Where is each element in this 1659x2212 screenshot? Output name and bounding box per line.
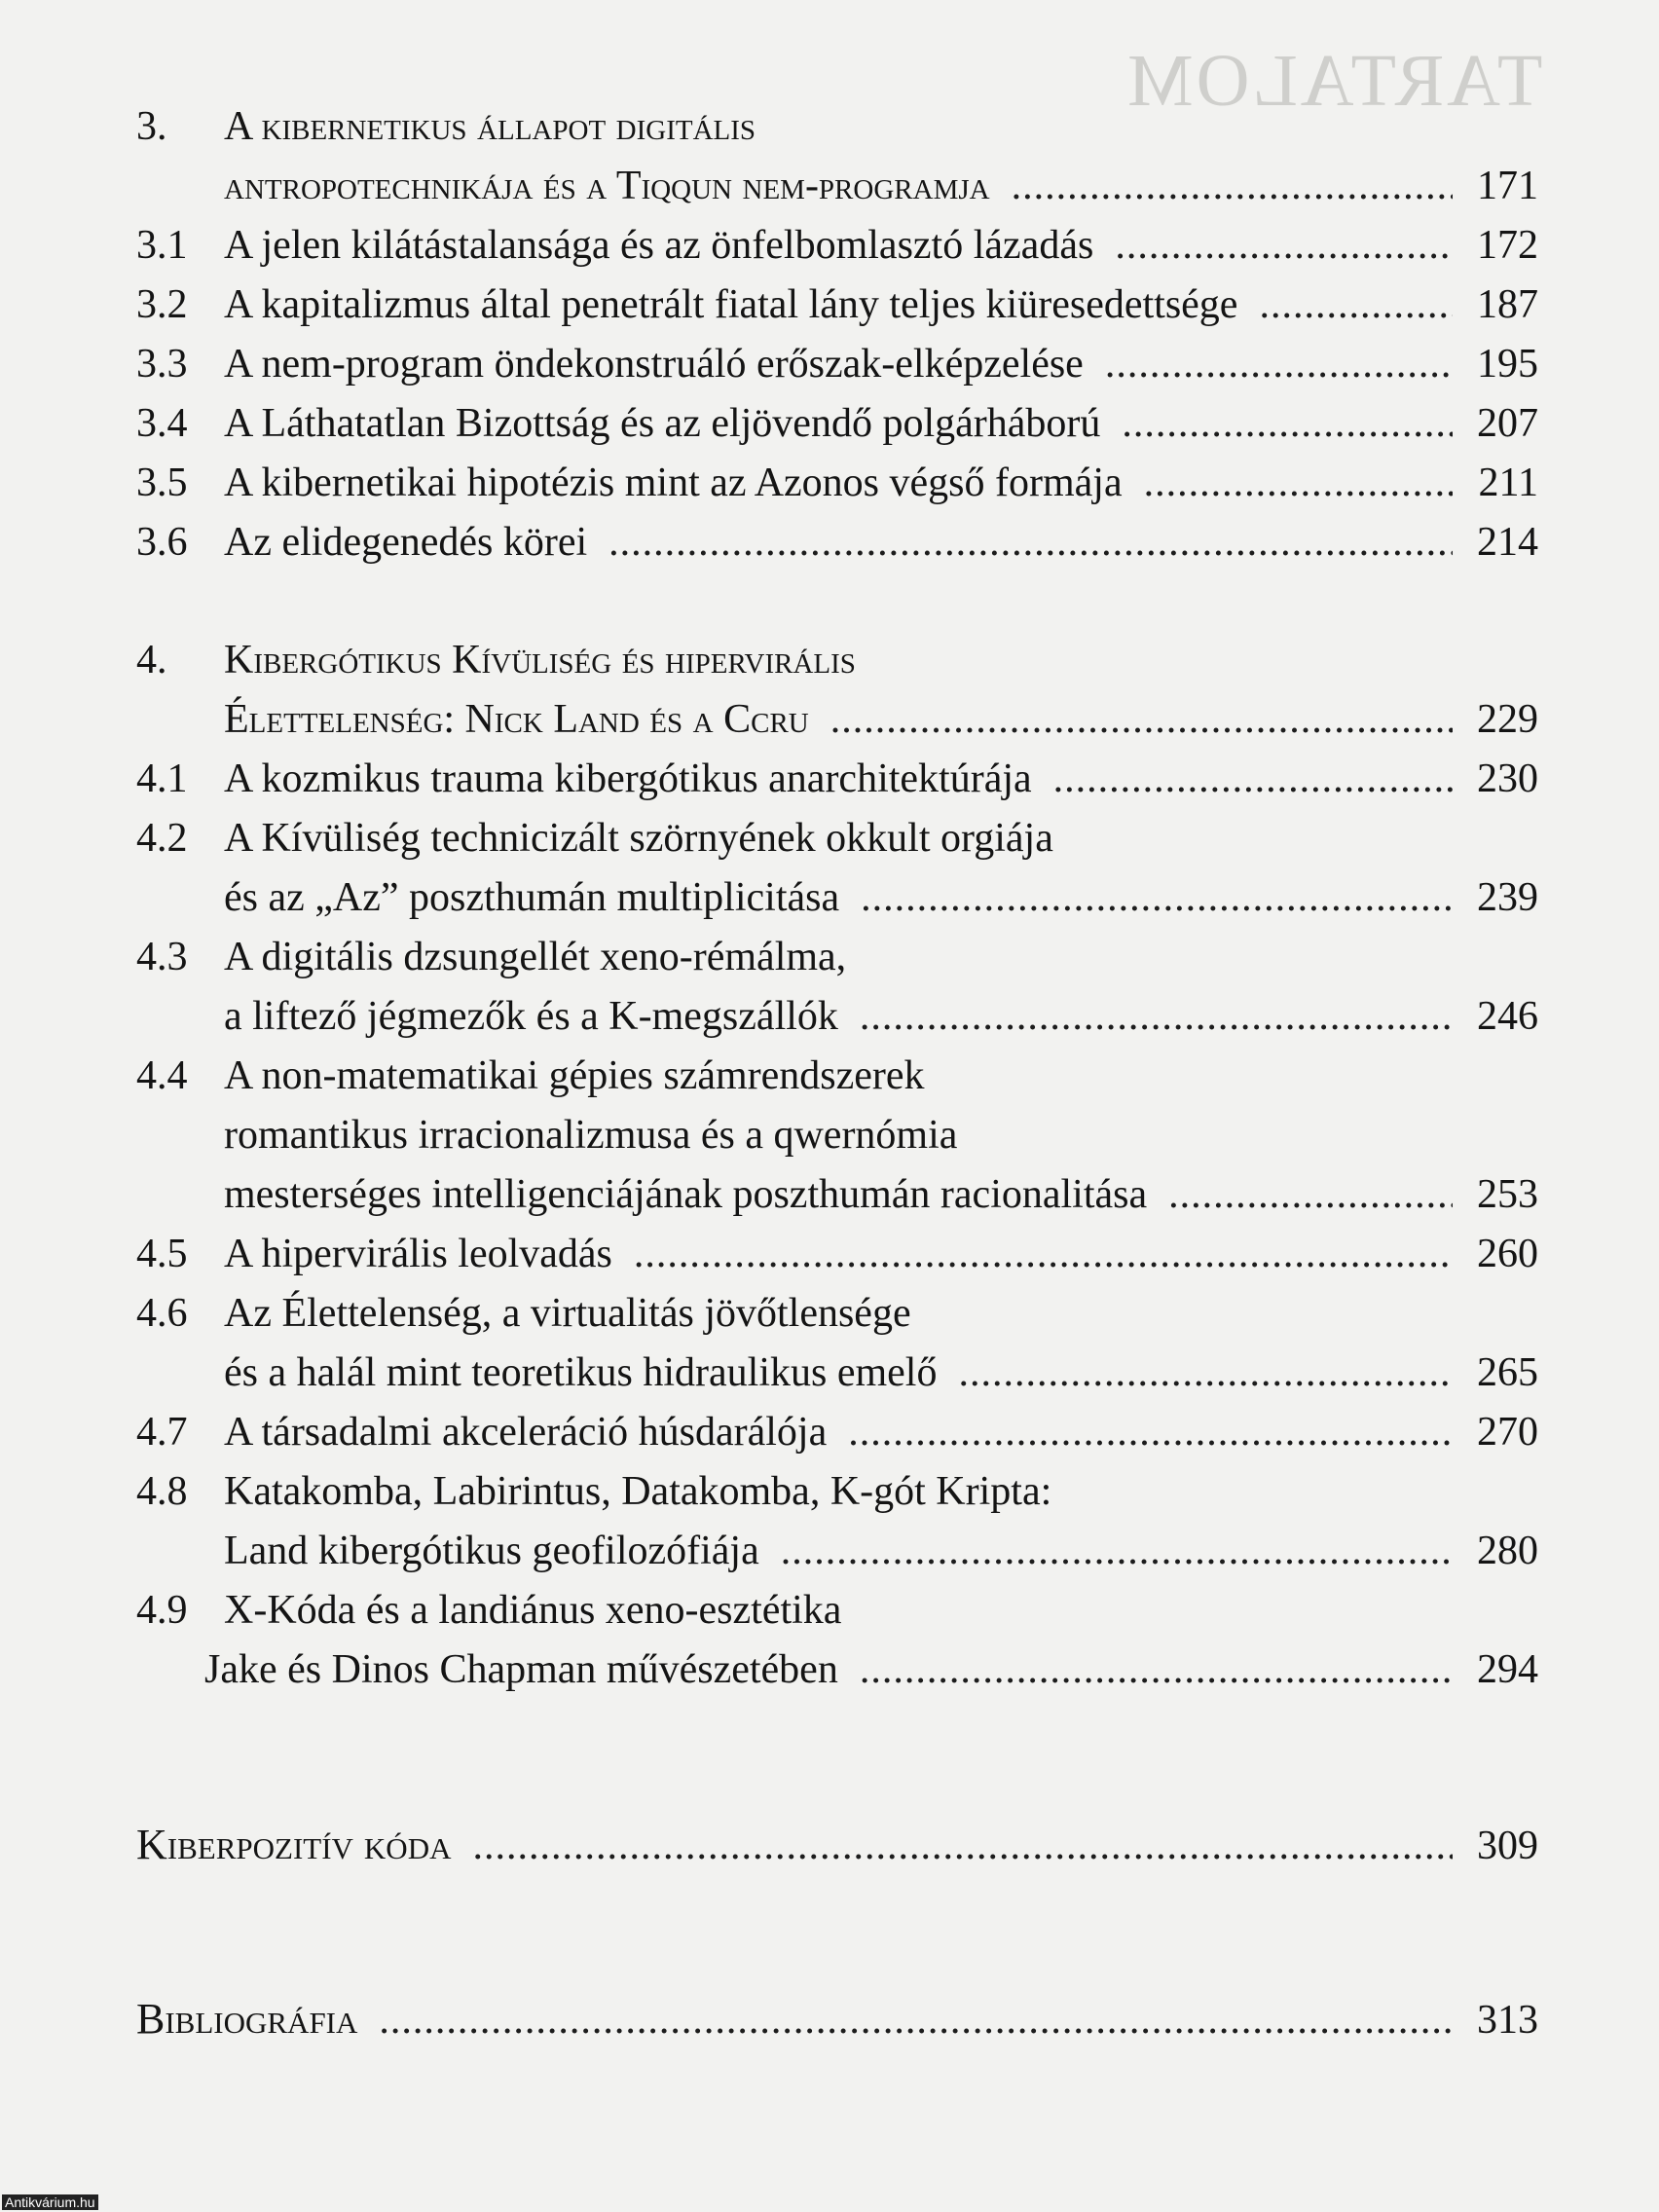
section-title: és a halál mint teoretikus hidraulikus emelő [224,1350,938,1395]
chapter-number: 3. [136,104,167,149]
show-through-heading: TARTALOM [1124,40,1542,122]
section-title: A hipervirális leolvadás [224,1232,612,1276]
page-number: 172 [1477,223,1538,268]
dot-leader [608,513,1453,572]
toc-entry [136,809,1538,928]
section-number: 4.8 [136,1469,188,1514]
toc-entry-line [136,1403,1538,1462]
section-title: A kozmikus trauma kibergótikus anarchitektúrája [224,756,1032,801]
section-title: Az elidegenedés körei [224,520,588,565]
section-title: A kapitalizmus által penetrált fiatal lány teljes kiüresedettsége [224,282,1238,327]
section-number: 3.6 [136,520,188,565]
watermark: Antikvárium.hu [2,2194,98,2210]
dot-leader [860,1641,1453,1700]
section-number: 3.2 [136,282,188,327]
toc-entry [136,216,1538,276]
dot-leader [1115,216,1453,276]
toc-entry [136,335,1538,394]
toc-entry-line [136,1225,1538,1284]
dot-leader [1053,750,1453,809]
section-number: 3.5 [136,461,188,505]
page-number: 214 [1477,520,1538,565]
toc-entry-line [136,1165,1538,1225]
chapter-3 [136,97,1538,572]
section-number: 4.4 [136,1053,188,1098]
section-title: a liftező jégmezők és a K-megszállók [224,994,838,1039]
toc-entry-line [136,1581,1538,1641]
chapter-number: 4. [136,638,167,682]
page-number: 211 [1478,461,1538,505]
section-title: Land kibergótikus geofilozófiája [224,1529,759,1573]
toc-entry [136,1225,1538,1284]
section-title: Az Élettelenség, a virtualitás jövőtlensége [224,1291,911,1336]
page-number: 207 [1477,401,1538,446]
toc-entry [136,928,1538,1047]
page-number: 187 [1477,282,1538,327]
page-number: 265 [1477,1350,1538,1395]
page-number: 309 [1477,1824,1538,1868]
section-number: 4.9 [136,1588,188,1633]
toc-entry-line [136,809,1538,868]
section-title: A nem-program öndekonstruáló erőszak-elképzelése [224,342,1084,387]
section-number: 3.4 [136,401,188,446]
section-number: 3.1 [136,223,188,268]
toc-entry [136,1047,1538,1225]
dot-leader [379,1991,1453,2050]
dot-leader [1259,276,1453,335]
section-number: 4.1 [136,756,188,801]
toc-entry [136,513,1538,572]
dot-leader [848,1403,1453,1462]
section-number: 4.7 [136,1410,188,1455]
chapter-heading [136,157,1538,216]
toc-entry-line [136,750,1538,809]
section-title: és az „Az” poszthumán multiplicitása [224,875,840,920]
toc-entry-line [136,1284,1538,1344]
page-number: 229 [1477,697,1538,742]
section-title: Jake és Dinos Chapman művészetében [204,1647,838,1692]
page-number: 230 [1477,756,1538,801]
dot-leader [472,1817,1453,1876]
page-number: 246 [1477,994,1538,1039]
table-of-contents [136,97,1538,2048]
chapter-heading [136,690,1538,750]
coda-entry [136,1815,1538,1874]
dot-leader [781,1522,1453,1581]
dot-leader [1144,454,1453,513]
section-number: 4.2 [136,816,188,861]
section-title: X-Kóda és a landiánus xeno-esztétika [224,1588,842,1633]
section-title: A kibernetikai hipotézis mint az Azonos végső formája [224,461,1123,505]
section-number: 3.3 [136,342,188,387]
toc-entry [136,1284,1538,1403]
bibliography-title: Bibliográfia [136,1995,358,2043]
chapter-heading [136,97,1538,157]
section-title: A társadalmi akceleráció húsdarálója [224,1410,828,1455]
toc-entry-line [136,1106,1538,1165]
toc-entry-line [136,1641,1538,1700]
section-title: romantikus irracionalizmusa és a qwernómia [224,1113,958,1158]
toc-entry-line [136,1047,1538,1106]
toc-entry [136,1403,1538,1462]
toc-entry [136,454,1538,513]
page-number: 270 [1477,1410,1538,1455]
toc-entry [136,276,1538,335]
toc-entry-line [136,928,1538,987]
section-title: Katakomba, Labirintus, Datakomba, K-gót Kripta: [224,1469,1052,1514]
chapter-title-line: antropotechnikája és a Tiqqun nem-programja [224,164,990,208]
section-title: mesterséges intelligenciájának poszthumán racionalitása [224,1172,1148,1217]
dot-leader [861,868,1453,928]
section-title: A Kívüliség technicizált szörnyének okkult orgiája [224,816,1053,861]
toc-entry [136,750,1538,809]
section-title: A Láthatatlan Bizottság és az eljövendő polgárháború [224,401,1101,446]
toc-entry [136,394,1538,454]
page-number: 253 [1477,1172,1538,1217]
section-title: A digitális dzsungellét xeno-rémálma, [224,935,847,979]
dot-leader [1012,157,1453,216]
page-number: 171 [1477,164,1538,208]
coda-title: Kiberpozitív kóda [136,1821,452,1868]
section-title: A jelen kilátástalansága és az önfelbomlasztó lázadás [224,223,1094,268]
dot-leader [958,1344,1453,1403]
dot-leader [1105,335,1453,394]
dot-leader [830,690,1453,750]
toc-entry [136,1581,1538,1700]
page-number: 280 [1477,1529,1538,1573]
chapter-title-line: Élettelenség: Nick Land és a Ccru [224,697,809,742]
toc-entry-line [136,868,1538,928]
dot-leader [1122,394,1453,454]
chapter-title-line: A kibernetikus állapot digitális [224,104,756,149]
page-number: 195 [1477,342,1538,387]
section-number: 4.6 [136,1291,188,1336]
chapter-heading [136,631,1538,690]
section-number: 4.5 [136,1232,188,1276]
section-number: 4.3 [136,935,188,979]
section-title: A non-matematikai gépies számrendszerek [224,1053,925,1098]
toc-entry-line [136,1462,1538,1522]
page-number: 260 [1477,1232,1538,1276]
dot-leader [1168,1165,1453,1225]
chapter-4 [136,631,1538,1700]
chapter-title-line: Kibergótikus Kívüliség és hipervirális [224,638,856,682]
dot-leader [860,987,1453,1047]
toc-entry-line [136,1344,1538,1403]
toc-entry-line [136,987,1538,1047]
toc-entry [136,1462,1538,1581]
page-number: 313 [1477,1998,1538,2043]
bibliography-entry [136,1989,1538,2048]
toc-entry-line [136,1522,1538,1581]
page-number: 239 [1477,875,1538,920]
dot-leader [634,1225,1453,1284]
page-number: 294 [1477,1647,1538,1692]
